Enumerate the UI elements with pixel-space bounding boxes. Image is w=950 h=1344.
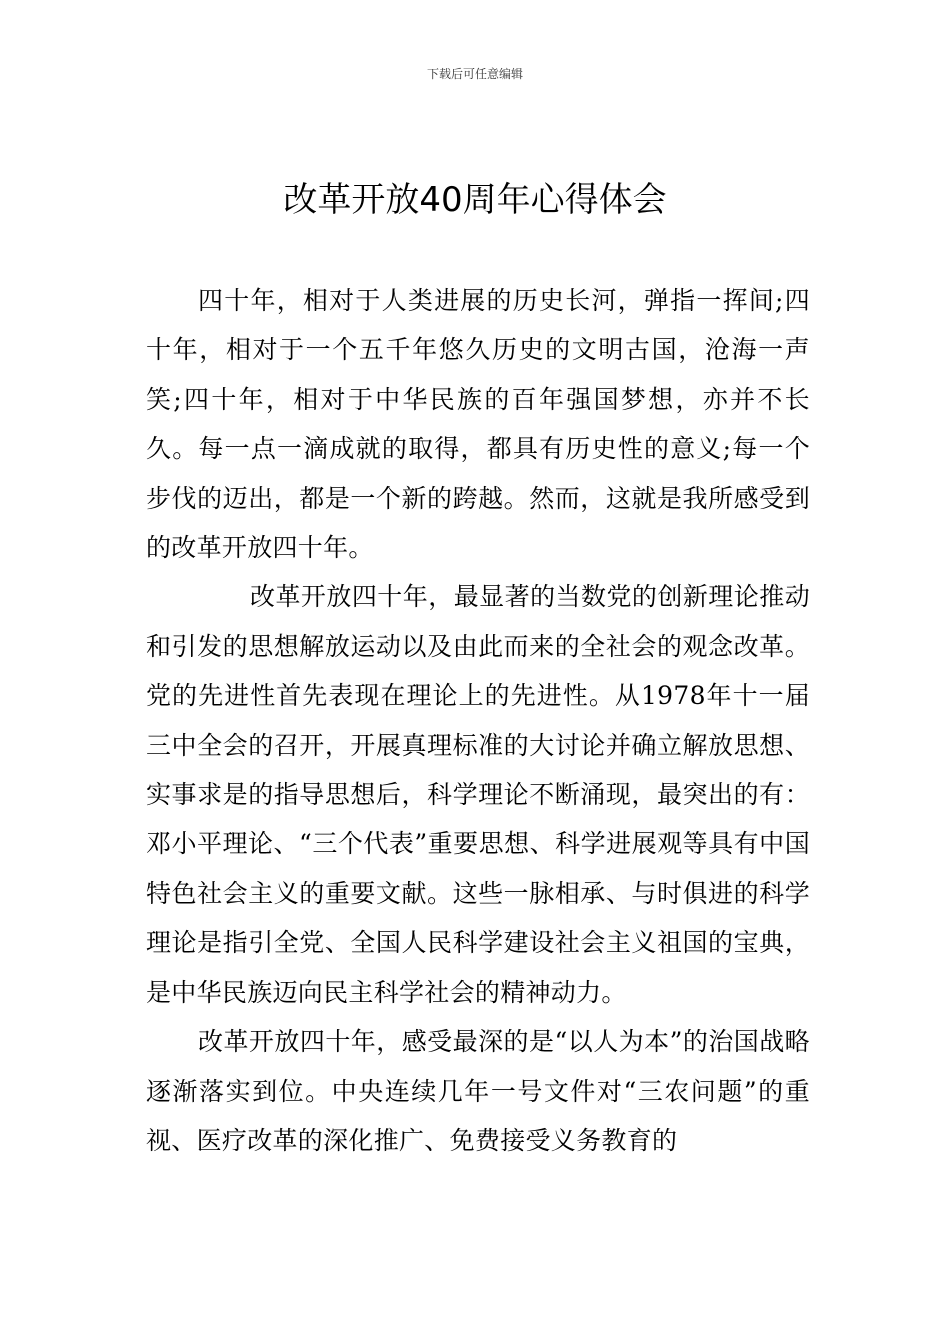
document-body [146,276,810,1165]
paragraph-1: 四十年，相对于人类进展的历史长河，弹指一挥间;四十年，相对于一个五千年悠久历史的文明古国，沧海一声笑;四十年，相对于中华民族的百年强国梦想，亦并不长久。每一点一滴成就的取得，都具有历史性的意义;每一个步伐的迈出，都是一个新的跨越。然而，这就是我所感受到的改革开放四十年。 [146,286,810,563]
paragraph-3: 改革开放四十年，感受最深的是“以人为本”的治国战略逐渐落实到位。中央连续几年一号文件对“三农问题”的重视、医疗改革的深化推广、免费接受义务教育的 [146,1027,810,1155]
document-title: 改革开放40周年心得体会 [283,180,667,220]
header-note: 下载后可任意编辑 [426,67,523,81]
paragraph-2: 改革开放四十年，最显著的当数党的创新理论推动和引发的思想解放运动以及由此而来的全社会的观念改革。党的先进性首先表现在理论上的先进性。从1978年十一届三中全会的召开，开展真理标准的大讨论并确立解放思想、实事求是的指导思想后，科学理论不断涌现，最突出的有：邓小平理论、“三个代表”重要思想、科学进展观等具有中国特色社会主义的重要文献。这些一脉相承、与时俱进的科学理论是指引全党、全国人民科学建设社会主义祖国的宝典，是中华民族迈向民主科学社会的精神动力。 [146,582,810,1007]
